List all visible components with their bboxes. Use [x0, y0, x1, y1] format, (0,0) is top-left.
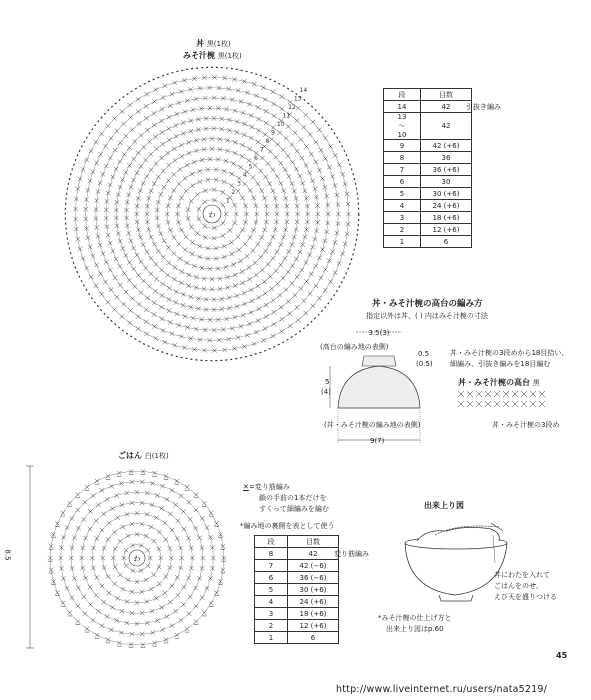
rice-title: ごはん 白(1枚) — [118, 451, 169, 460]
rice-dim: 8.5 — [3, 549, 12, 561]
round-label: 1 — [225, 197, 230, 205]
dim-right-2: (0.5) — [416, 360, 433, 368]
finished-note-2: ごはんをのせ、 — [494, 582, 543, 590]
table-row: 13 〜 10 42 — [384, 113, 472, 140]
miso-finish-note-1: *みそ汁椀の仕上げ方と — [378, 614, 452, 622]
bowl-inside-label: (丼・みそ汁椀の編み地の表側) — [324, 421, 421, 429]
round-label: 6 — [254, 154, 258, 162]
pickup-note-line1: 丼・みそ汁椀の3段めから18目拾い、 — [450, 349, 569, 357]
round-label: 14 — [299, 87, 308, 95]
slip-stitch-note: 引抜き編み — [466, 103, 501, 111]
table-row: 1 6 — [384, 236, 472, 248]
round-label: 12 — [288, 103, 296, 111]
bowl-round-table: 段 目数 14 42 13 〜 10 42 9 42 (+6) 8 36 7 36 (+6) 6 30 5 30 (+6) 4 24 (+6) 3 18 (+6) 2 12 (+6) 1 6 — [383, 88, 472, 248]
table-row: 14 42 — [384, 101, 472, 113]
finished-title: 出来上り図 — [424, 501, 464, 510]
table-row: 5 30 (+6) — [255, 584, 339, 596]
round-label: 8 — [265, 137, 270, 145]
dim-right-1: 0.5 — [418, 350, 430, 358]
dim-bottom: 9(7) — [370, 437, 385, 445]
rice-change-note: 変り筋編み — [334, 550, 369, 558]
chart-center-label: わ — [208, 211, 216, 219]
page-number: 45 — [556, 651, 568, 660]
round-label: 13 — [293, 95, 302, 103]
dim-left-2: (4) — [321, 388, 331, 396]
foot-section-subtitle: 指定以外は丼、( ) 内はみそ汁椀の寸法 — [366, 312, 488, 320]
table-row: 7 36 (+6) — [384, 164, 472, 176]
round-label: 11 — [282, 112, 291, 120]
table-row: 3 18 (+6) — [384, 212, 472, 224]
table-row: 9 42 (+6) — [384, 140, 472, 152]
table-row: 5 30 (+6) — [384, 188, 472, 200]
table-row: 1 6 — [255, 632, 339, 644]
table-row: 6 30 — [384, 176, 472, 188]
round-label: 9 — [271, 129, 275, 137]
finished-note-1: 丼にわたを入れて — [494, 571, 550, 579]
round-label: 5 — [248, 163, 253, 171]
foot-caption: 丼・みそ汁椀の3段め — [492, 421, 560, 429]
round-label: 3 — [237, 180, 241, 188]
table-row: 4 24 (+6) — [384, 200, 472, 212]
bowl-crochet-chart — [60, 62, 370, 362]
foot-back-label: (高台の編み地の表側) — [320, 343, 389, 351]
bowl-title: 丼 黒(1枚) — [196, 39, 231, 48]
round-label: 7 — [259, 146, 264, 154]
table-row: 4 24 (+6) — [255, 596, 339, 608]
legend-line2: 鎖の手前の1本だけを — [259, 494, 327, 502]
table-row: 8 36 — [384, 152, 472, 164]
table-row: 8 42 — [255, 548, 339, 560]
miso-bowl-title: みそ汁椀 黒(1枚) — [183, 51, 242, 60]
foot-stitch-chart — [456, 388, 556, 414]
pickup-note-line2: 細編み、引抜き編みを18目編む — [450, 360, 551, 368]
legend-symbol: ✕=変り筋編み — [243, 483, 290, 491]
rice-round-table: 段 目数 8 42 7 42 (−6) 6 36 (−6) 5 30 (+6) 4 24 (+6) 3 18 (+6) 2 12 (+6) 1 6 — [254, 535, 339, 644]
foot-section-title: 丼・みそ汁椀の高台の編み方 — [372, 299, 483, 309]
legend-line3: すくって細編みを編む — [259, 505, 329, 513]
round-label: 10 — [276, 120, 285, 128]
foot-chart-title: 丼・みそ汁椀の高台 黒 — [458, 378, 540, 387]
watermark: http://www.liveinternet.ru/users/nata5219/ — [336, 684, 548, 695]
rice-center-label: わ — [133, 555, 141, 563]
round-label: 2 — [231, 188, 236, 196]
finished-note-3: えび天を盛りつける — [494, 593, 557, 601]
round-label: 4 — [242, 171, 247, 179]
dim-top: 3.5(3) — [368, 329, 390, 337]
rice-crochet-chart — [10, 462, 235, 652]
table-row: 6 36 (−6) — [255, 572, 339, 584]
table-row: 3 18 (+6) — [255, 608, 339, 620]
table-row: 2 12 (+6) — [255, 620, 339, 632]
table-row: 7 42 (−6) — [255, 560, 339, 572]
table-row: 2 12 (+6) — [384, 224, 472, 236]
dim-left-1: 5 — [325, 378, 330, 386]
miso-finish-note-2: 出来上り図はp.60 — [386, 625, 444, 633]
legend-note: *編み地の裏側を表として使う — [240, 522, 335, 530]
